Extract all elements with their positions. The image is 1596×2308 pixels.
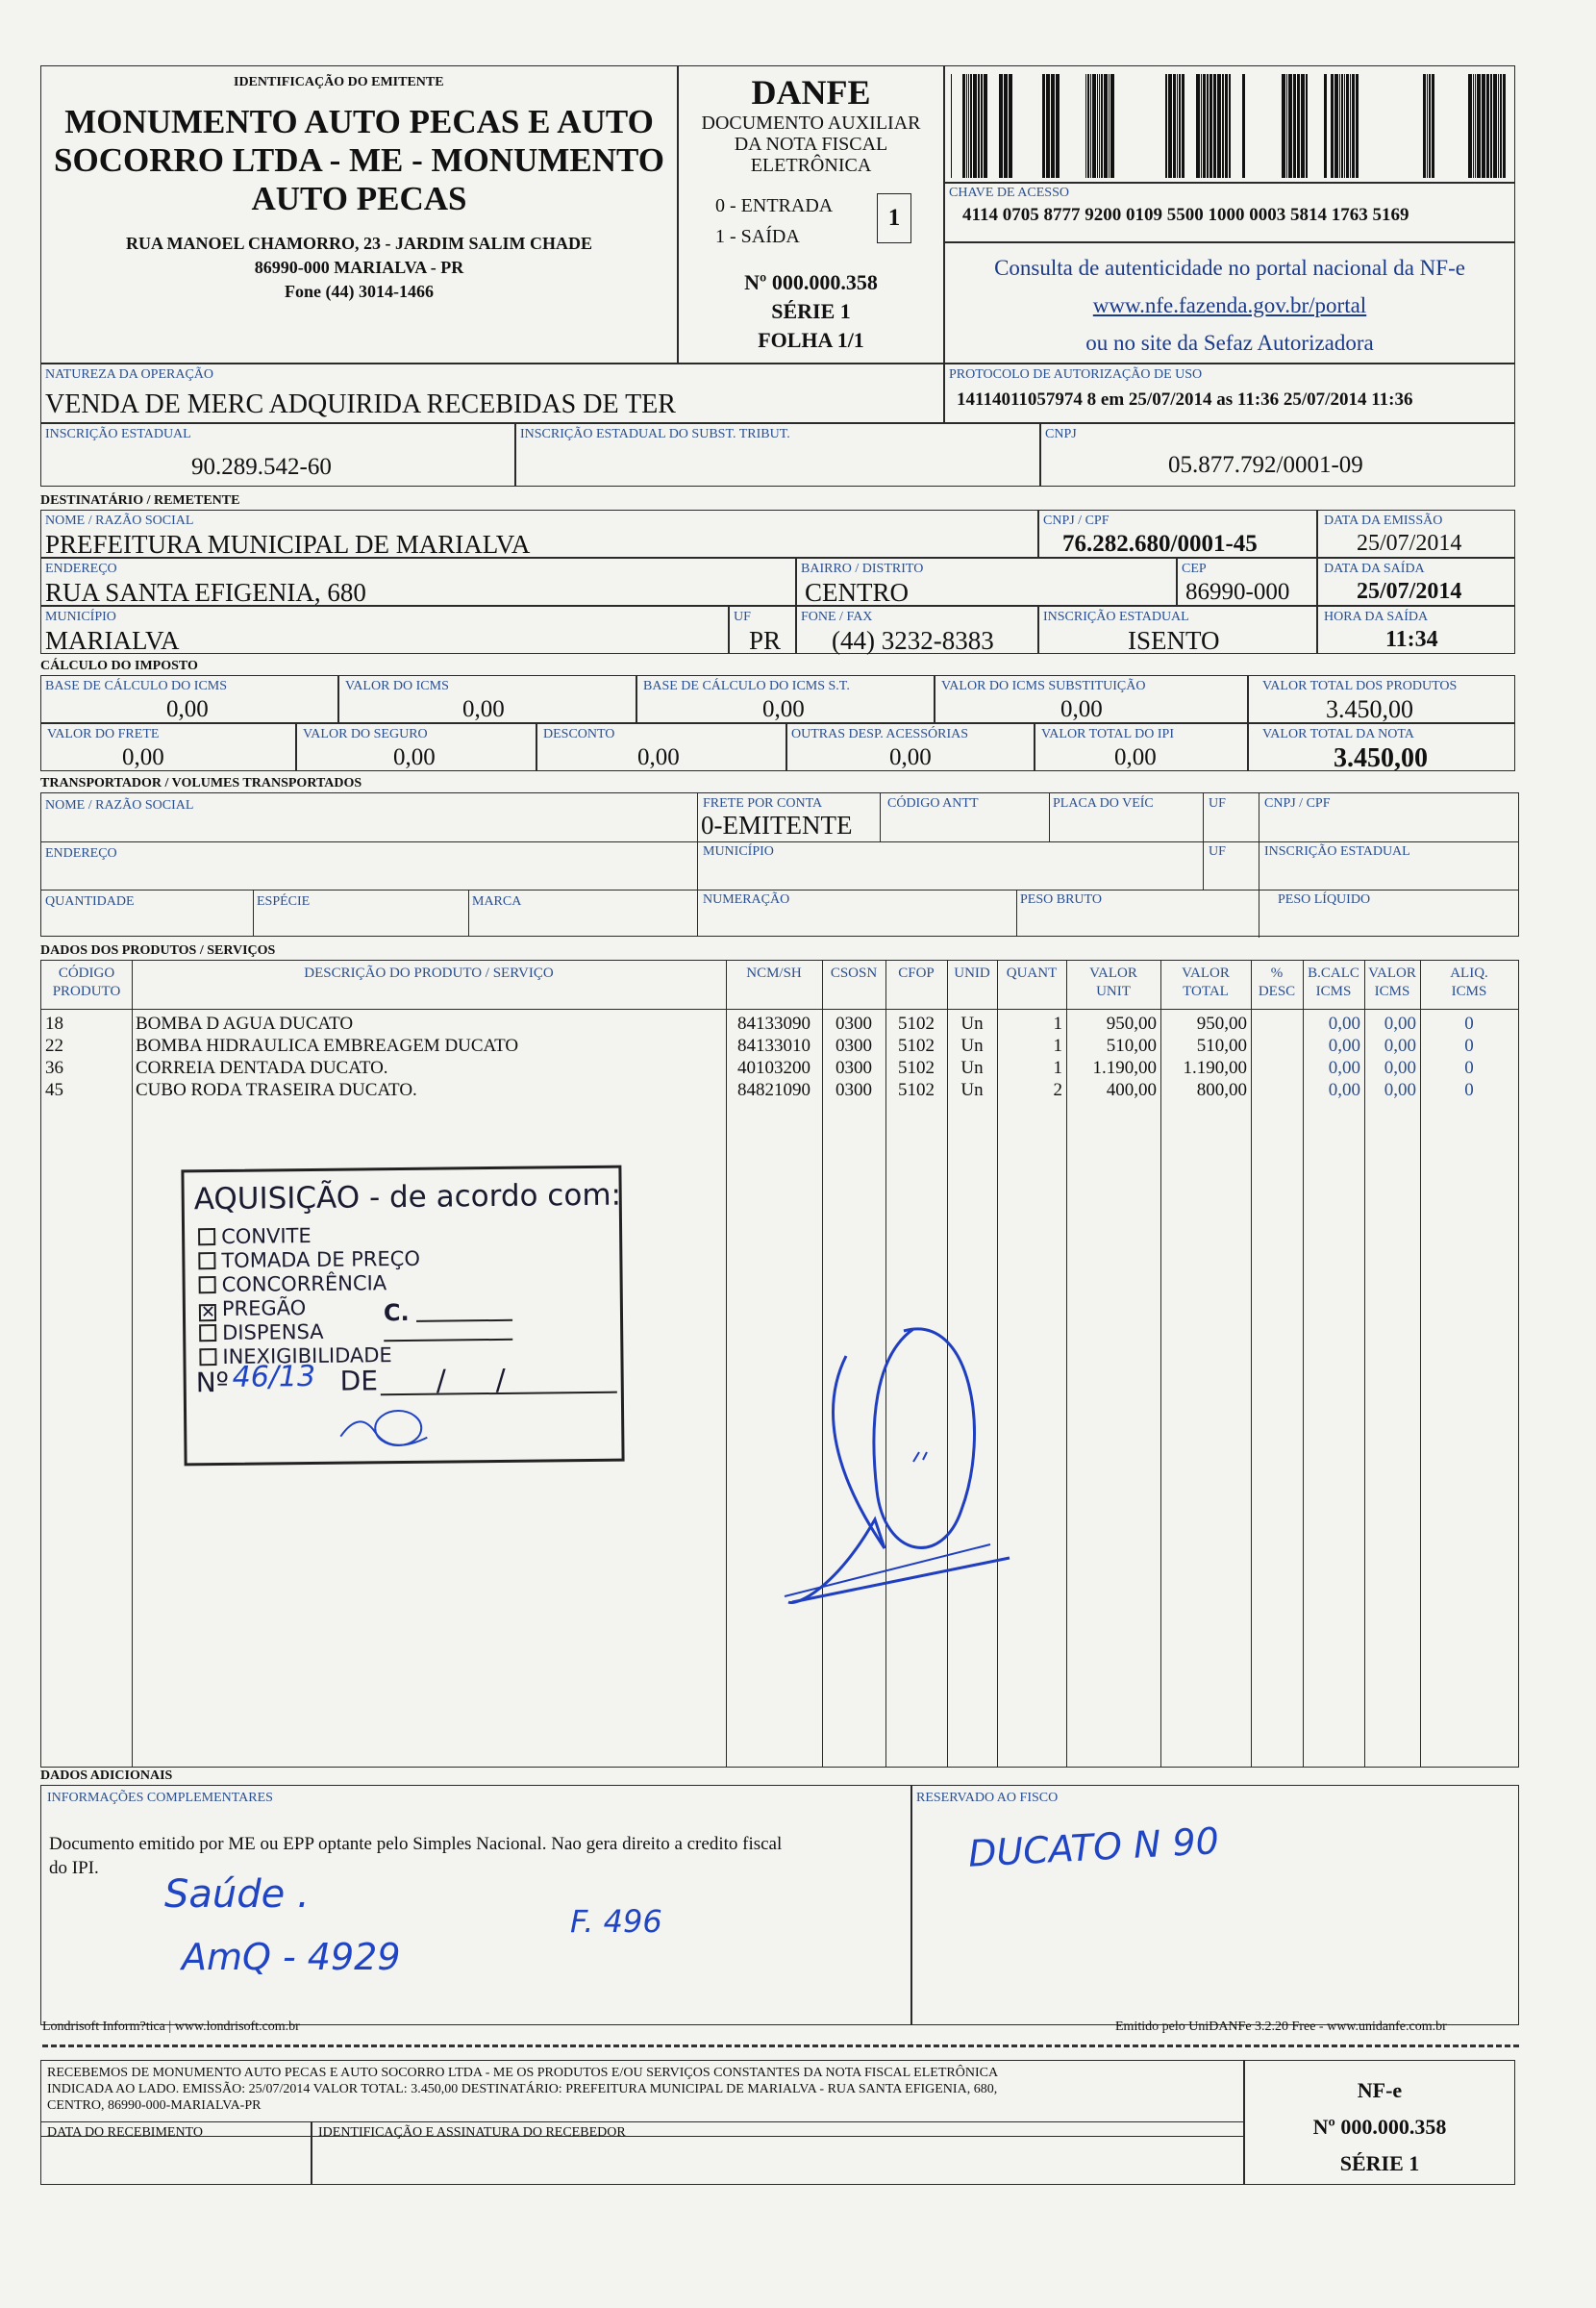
produtos-cell: 1 <box>1053 1058 1062 1078</box>
seguro-label: VALOR DO SEGURO <box>303 727 428 741</box>
entrada-label: 0 - ENTRADA <box>715 195 834 216</box>
stamp-option-label: CONCORRÊNCIA <box>221 1271 387 1296</box>
produtos-cell: 0300 <box>835 1058 872 1078</box>
danfe-subtitle-3: ELETRÔNICA <box>750 155 872 176</box>
dest-ie-value: ISENTO <box>1128 626 1220 655</box>
cnpj-emitente-box <box>1040 423 1515 487</box>
dest-endereco-box <box>40 558 796 606</box>
dest-ie-label: INSCRIÇÃO ESTADUAL <box>1043 610 1189 624</box>
total-nota-value: 3.450,00 <box>1334 743 1428 773</box>
canhoto-nfe: NF-e <box>1357 2078 1403 2102</box>
dest-saida-value: 25/07/2014 <box>1357 579 1462 604</box>
cnpj-emitente-label: CNPJ <box>1045 427 1077 441</box>
produtos-cell: 510,00 <box>1106 1036 1157 1056</box>
dest-bairro-value: CENTRO <box>805 578 909 607</box>
produtos-cell: Un <box>960 1014 984 1034</box>
stamp-checkbox-icon <box>199 1324 216 1342</box>
stamp-option <box>198 1225 312 1247</box>
produtos-col-header-text: UNID <box>954 966 990 981</box>
transp-cnpj-label: CNPJ / CPF <box>1264 796 1331 811</box>
barcode-box <box>944 65 1515 183</box>
total-produtos-label: VALOR TOTAL DOS PRODUTOS <box>1262 679 1458 693</box>
produtos-col-header-4 <box>885 965 947 983</box>
stamp-option-label: INEXIGIBILIDADE <box>222 1343 392 1368</box>
valor-icms-value: 0,00 <box>462 696 505 722</box>
saida-label: 1 - SAÍDA <box>715 226 800 247</box>
produtos-cell: BOMBA D AGUA DUCATO <box>136 1014 354 1034</box>
dest-bairro-box <box>796 558 1177 606</box>
transp-peso-bruto-label: PESO BRUTO <box>1020 892 1102 907</box>
hand-saude: Saúde . <box>164 1872 310 1917</box>
protocolo-value: 14114011057974 8 em 25/07/2014 as 11:36 25/07/2014 11:36 <box>957 389 1413 410</box>
dest-emissao-box <box>1317 510 1515 558</box>
ie-st-label: INSCRIÇÃO ESTADUAL DO SUBST. TRIBUT. <box>520 427 790 441</box>
stamp-option <box>199 1321 324 1343</box>
valor-icms-box <box>338 675 636 723</box>
produtos-col-header-text: QUANT <box>1006 966 1058 981</box>
produtos-cell: 5102 <box>898 1014 935 1034</box>
canhoto-nfe-box <box>1244 2060 1515 2185</box>
stamp-de-label: DE <box>339 1365 379 1397</box>
total-nota-label: VALOR TOTAL DA NOTA <box>1262 727 1414 741</box>
transp-qtd-label: QUANTIDADE <box>45 894 135 909</box>
outras-label: OUTRAS DESP. ACESSÓRIAS <box>791 727 968 741</box>
produtos-col-header-8 <box>1160 965 1251 1001</box>
footer-left: Londrisoft Inform?tica | www.londrisoft.com.br <box>42 2020 300 2034</box>
produtos-col-header-text: ICMS <box>1451 984 1487 999</box>
produtos-cell: 1.190,00 <box>1092 1058 1157 1078</box>
produtos-cell: 0,00 <box>1328 1014 1360 1034</box>
dest-uf-box <box>729 606 796 654</box>
protocolo-label: PROTOCOLO DE AUTORIZAÇÃO DE USO <box>949 367 1203 382</box>
danfe-number <box>679 268 943 355</box>
produtos-col-header-text: ALIQ. <box>1450 966 1488 981</box>
dest-nome-label: NOME / RAZÃO SOCIAL <box>45 514 194 528</box>
stamp-checkbox-icon <box>198 1228 215 1245</box>
dest-endereco-value: RUA SANTA EFIGENIA, 680 <box>45 578 366 607</box>
desconto-box <box>536 723 786 771</box>
produtos-cell: 0,00 <box>1384 1080 1416 1100</box>
dest-municipio-value: MARIALVA <box>45 626 180 655</box>
frete-label: VALOR DO FRETE <box>47 727 160 741</box>
produtos-cell: 1 <box>1053 1014 1062 1034</box>
dest-uf-value: PR <box>749 626 782 655</box>
dest-nome-value: PREFEITURA MUNICIPAL DE MARIALVA <box>45 530 531 559</box>
fisco-box <box>911 1785 1519 2025</box>
stamp-option-label: CONVITE <box>221 1223 312 1248</box>
produtos-col-header-text: VALOR <box>1089 966 1137 981</box>
ipi-value: 0,00 <box>1114 744 1157 770</box>
frete-box <box>40 723 296 771</box>
cut-line <box>42 2045 1519 2047</box>
transp-especie-label: ESPÉCIE <box>257 894 311 909</box>
barcode-image <box>949 74 1510 178</box>
dest-nome-box <box>40 510 1038 558</box>
produtos-cell: 0 <box>1464 1080 1474 1100</box>
produtos-col-header-7 <box>1066 965 1160 1001</box>
produtos-col-header-text: TOTAL <box>1183 984 1229 999</box>
cnpj-emitente-value: 05.877.792/0001-09 <box>1168 452 1363 478</box>
base-st-label: BASE DE CÁLCULO DO ICMS S.T. <box>643 679 850 693</box>
produtos-cell: Un <box>960 1080 984 1100</box>
produtos-col-header-text: ICMS <box>1315 984 1352 999</box>
chave-box <box>944 183 1515 242</box>
transp-peso-liq-label: PESO LÍQUIDO <box>1278 892 1371 907</box>
dest-cnpj-box <box>1038 510 1317 558</box>
destinatario-section: DESTINATÁRIO / REMETENTE <box>40 493 240 508</box>
chave-label: CHAVE DE ACESSO <box>949 186 1069 200</box>
produtos-col-header-0 <box>41 965 132 1001</box>
stamp-option-label: DISPENSA <box>222 1319 324 1344</box>
stamp-option <box>198 1248 420 1271</box>
produtos-cell: Un <box>960 1036 984 1056</box>
produtos-cell: 950,00 <box>1106 1014 1157 1034</box>
ie-box <box>40 423 515 487</box>
hand-amq: AmQ - 4929 <box>182 1936 401 1978</box>
folha-nf: FOLHA 1/1 <box>758 328 864 352</box>
emitente-name-line-2: SOCORRO LTDA - ME - MONUMENTO <box>54 141 664 179</box>
numero-nf: Nº 000.000.358 <box>744 270 878 294</box>
info-complementares-box <box>40 1785 911 2025</box>
footer-right: Emitido pelo UniDANFe 3.2.20 Free - www.unidanfe.com.br <box>1115 2020 1447 2034</box>
transp-num-label: NUMERAÇÃO <box>703 892 790 907</box>
canhoto-data-label: DATA DO RECEBIMENTO <box>47 2125 203 2140</box>
stamp-option-label: PREGÃO <box>221 1296 307 1320</box>
total-produtos-box <box>1248 675 1515 723</box>
adicionais-section: DADOS ADICIONAIS <box>40 1769 173 1783</box>
transp-uf-label: UF <box>1209 796 1226 811</box>
stamp-title: AQUISIÇÃO - de acordo com: <box>193 1177 622 1217</box>
produtos-cell: 510,00 <box>1196 1036 1247 1056</box>
protocolo-box <box>944 364 1515 423</box>
emitente-name <box>41 103 677 218</box>
hand-fisco: DUCATO N 90 <box>967 1819 1220 1875</box>
dest-endereco-label: ENDEREÇO <box>45 562 117 576</box>
produtos-cell: 0 <box>1464 1058 1474 1078</box>
dest-fone-box <box>796 606 1038 654</box>
produtos-cell: 40103200 <box>737 1058 810 1078</box>
stamp-numero-value: 46/13 <box>232 1359 316 1394</box>
produtos-cell: 5102 <box>898 1036 935 1056</box>
dest-cep-value: 86990-000 <box>1185 579 1290 605</box>
produtos-cell: 2 <box>1053 1080 1062 1100</box>
produtos-cell: 84133010 <box>737 1036 810 1056</box>
produtos-cell: 0,00 <box>1328 1036 1360 1056</box>
outras-value: 0,00 <box>889 744 932 770</box>
dest-ie-box <box>1038 606 1317 654</box>
canhoto-line-2: INDICADA AO LADO. EMISSÃO: 25/07/2014 VALOR TOTAL: 3.450,00 DESTINATÁRIO: PREFEITURA MUNICIPAL DE MARIALVA - RUA SANTA EFIGENIA, 680, <box>47 2082 998 2096</box>
stamp-option <box>199 1297 307 1321</box>
danfe-subtitle <box>679 113 943 176</box>
hand-f496: F. 496 <box>570 1903 662 1940</box>
canhoto-data-box <box>40 2121 312 2185</box>
base-st-value: 0,00 <box>762 696 805 722</box>
produtos-col-header-text: UNIT <box>1096 984 1131 999</box>
seguro-value: 0,00 <box>393 744 436 770</box>
produtos-cell: CORREIA DENTADA DUCATO. <box>136 1058 388 1078</box>
produtos-cell: 0,00 <box>1384 1036 1416 1056</box>
canhoto-ident-box <box>312 2121 1244 2185</box>
danfe-box <box>678 65 944 364</box>
stamp-checkbox-icon <box>198 1252 215 1269</box>
produtos-col-header-10 <box>1303 965 1364 1001</box>
stamp-checkbox-icon <box>199 1348 216 1366</box>
valor-st-box <box>935 675 1248 723</box>
produtos-col-header-2 <box>726 965 822 983</box>
produtos-cell: 0 <box>1464 1036 1474 1056</box>
emitente-label: IDENTIFICAÇÃO DO EMITENTE <box>234 75 444 89</box>
transp-frete-label: FRETE POR CONTA <box>703 796 823 811</box>
produtos-cell: 400,00 <box>1106 1080 1157 1100</box>
ipi-label: VALOR TOTAL DO IPI <box>1041 727 1174 741</box>
dest-uf-label: UF <box>734 610 751 624</box>
base-icms-label: BASE DE CÁLCULO DO ICMS <box>45 679 228 693</box>
info-line-2: do IPI. <box>49 1858 99 1878</box>
produtos-cell: 84133090 <box>737 1014 810 1034</box>
produtos-col-header-9 <box>1251 965 1303 1001</box>
ie-label: INSCRIÇÃO ESTADUAL <box>45 427 191 441</box>
stamp-checkbox-icon <box>199 1276 216 1293</box>
produtos-cell: 1 <box>1053 1036 1062 1056</box>
produtos-cell: 0300 <box>835 1014 872 1034</box>
produtos-col-header-text: DESCRIÇÃO DO PRODUTO / SERVIÇO <box>304 966 554 981</box>
stamp-checkbox-icon: ✕ <box>200 1302 216 1323</box>
produtos-col-header-text: VALOR <box>1368 966 1416 981</box>
canhoto-line-1: RECEBEMOS DE MONUMENTO AUTO PECAS E AUTO SOCORRO LTDA - ME OS PRODUTOS E/OU SERVIÇOS CONSTANTES DA NOTA FISCAL ELETRÔNICA <box>47 2066 999 2080</box>
produtos-col-header-11 <box>1364 965 1420 1001</box>
produtos-cell: 5102 <box>898 1080 935 1100</box>
danfe-title: DANFE <box>751 73 871 112</box>
consulta-line-3: ou no site da Sefaz Autorizadora <box>1085 331 1374 355</box>
emitente-name-line-1: MONUMENTO AUTO PECAS E AUTO <box>64 103 654 140</box>
emitente-phone: Fone (44) 3014-1466 <box>285 282 434 301</box>
transp-placa-label: PLACA DO VEÍC <box>1053 796 1154 811</box>
ie-value: 90.289.542-60 <box>191 454 332 480</box>
consulta-portal-link[interactable]: www.nfe.fazenda.gov.br/portal <box>1092 293 1367 317</box>
total-produtos-value: 3.450,00 <box>1326 695 1413 723</box>
serie-nf: SÉRIE 1 <box>771 299 851 323</box>
produtos-col-header-5 <box>947 965 997 983</box>
natureza-box <box>40 364 944 423</box>
base-st-box <box>636 675 935 723</box>
produtos-cell: 0 <box>1464 1014 1474 1034</box>
transp-frete-value: 0-EMITENTE <box>701 811 853 840</box>
produtos-cell: 0,00 <box>1384 1014 1416 1034</box>
natureza-value: VENDA DE MERC ADQUIRIDA RECEBIDAS DE TER <box>45 389 676 419</box>
dest-municipio-box <box>40 606 729 654</box>
valor-st-label: VALOR DO ICMS SUBSTITUIÇÃO <box>941 679 1146 693</box>
emitente-name-line-3: AUTO PECAS <box>251 180 467 217</box>
transp-mun-label: MUNICÍPIO <box>703 844 774 859</box>
valor-icms-label: VALOR DO ICMS <box>345 679 449 693</box>
dest-municipio-label: MUNICÍPIO <box>45 610 116 624</box>
produtos-cell: 0300 <box>835 1036 872 1056</box>
produtos-cell: 0,00 <box>1384 1058 1416 1078</box>
imposto-section: CÁLCULO DO IMPOSTO <box>40 659 198 673</box>
produtos-cell: 45 <box>45 1080 63 1100</box>
info-label: INFORMAÇÕES COMPLEMENTARES <box>47 1791 273 1805</box>
produtos-cell: 1.190,00 <box>1183 1058 1247 1078</box>
desconto-value: 0,00 <box>637 744 680 770</box>
emitente-address <box>41 232 677 304</box>
ie-st-box <box>515 423 1040 487</box>
valor-st-value: 0,00 <box>1060 696 1103 722</box>
desconto-label: DESCONTO <box>543 727 615 741</box>
produtos-col-header-text: ICMS <box>1374 984 1410 999</box>
total-nota-box <box>1248 723 1515 771</box>
produtos-cell: CUBO RODA TRASEIRA DUCATO. <box>136 1080 417 1100</box>
stamp-rubric-icon <box>331 1399 447 1458</box>
dest-fone-label: FONE / FAX <box>801 610 873 624</box>
produtos-section: DADOS DOS PRODUTOS / SERVIÇOS <box>40 943 276 958</box>
canhoto-text <box>47 2065 998 2114</box>
tipo-box: 1 <box>877 193 911 243</box>
produtos-cell: 18 <box>45 1014 63 1034</box>
dest-hora-box <box>1317 606 1515 654</box>
canhoto-serie: SÉRIE 1 <box>1339 2151 1420 2175</box>
info-line-1: Documento emitido por ME ou EPP optante pelo Simples Nacional. Nao gera direito a credito fiscal <box>49 1834 783 1854</box>
ipi-box <box>1035 723 1248 771</box>
outras-box <box>786 723 1035 771</box>
transp-marca-label: MARCA <box>472 894 522 909</box>
produtos-col-header-text: VALOR <box>1182 966 1230 981</box>
produtos-col-header-text: NCM/SH <box>746 966 802 981</box>
aquisicao-stamp: AQUISIÇÃO - de acordo com: CONVITE TOMADA DE PREÇO CONCORRÊNCIA ✕ PREGÃO DISPENSA INEXIGIBILIDADE C. Nº 46/13 DE / / <box>181 1166 624 1467</box>
natureza-label: NATUREZA DA OPERAÇÃO <box>45 367 214 382</box>
produtos-col-header-text: % DESC <box>1258 966 1296 999</box>
canhoto-nfe-block <box>1245 2072 1514 2182</box>
dest-emissao-label: DATA DA EMISSÃO <box>1324 514 1443 528</box>
produtos-col-header-text: CSOSN <box>830 966 878 981</box>
produtos-cell: 950,00 <box>1196 1014 1247 1034</box>
chave-value: 4114 0705 8777 9200 0109 5500 1000 0003 5814 1763 5169 <box>962 205 1409 225</box>
produtos-col-header-1 <box>132 965 726 983</box>
transp-uf2-label: UF <box>1209 844 1226 859</box>
produtos-col-header-12 <box>1420 965 1518 1001</box>
produtos-cell: 22 <box>45 1036 63 1056</box>
consulta-line-1: Consulta de autenticidade no portal nacional da NF-e <box>994 256 1465 280</box>
dest-saida-box <box>1317 558 1515 606</box>
produtos-cell: BOMBA HIDRAULICA EMBREAGEM DUCATO <box>136 1036 519 1056</box>
produtos-cell: 36 <box>45 1058 63 1078</box>
stamp-option-label: TOMADA DE PREÇO <box>221 1246 421 1272</box>
canhoto-line-3: CENTRO, 86990-000-MARIALVA-PR <box>47 2098 262 2113</box>
produtos-cell: 5102 <box>898 1058 935 1078</box>
stamp-c-label: C. <box>383 1298 410 1327</box>
produtos-col-header-6 <box>997 965 1066 983</box>
fisco-label: RESERVADO AO FISCO <box>916 1791 1059 1805</box>
stamp-option <box>199 1272 387 1295</box>
produtos-col-header-text: PRODUTO <box>52 984 121 999</box>
seguro-box <box>296 723 536 771</box>
produtos-cell: 0,00 <box>1328 1080 1360 1100</box>
signature-mark <box>769 1317 1096 1606</box>
transp-ie-label: INSCRIÇÃO ESTADUAL <box>1264 844 1410 859</box>
dest-cep-label: CEP <box>1182 562 1207 576</box>
dest-bairro-label: BAIRRO / DISTRITO <box>801 562 924 576</box>
produtos-cell: 0300 <box>835 1080 872 1100</box>
dest-saida-label: DATA DA SAÍDA <box>1324 562 1425 576</box>
transp-nome-label: NOME / RAZÃO SOCIAL <box>45 798 194 813</box>
produtos-col-header-text: B.CALC <box>1308 966 1359 981</box>
info-text <box>49 1832 782 1880</box>
danfe-subtitle-2: DA NOTA FISCAL <box>734 134 888 155</box>
consulta-box <box>944 242 1515 364</box>
dest-cnpj-label: CNPJ / CPF <box>1043 514 1110 528</box>
danfe-subtitle-1: DOCUMENTO AUXILIAR <box>701 113 921 134</box>
produtos-cell: 0,00 <box>1328 1058 1360 1078</box>
stamp-numero-label: Nº <box>195 1366 230 1399</box>
emitente-box <box>40 65 678 364</box>
produtos-col-header-text: CÓDIGO <box>58 966 115 981</box>
produtos-cell: 800,00 <box>1196 1080 1247 1100</box>
produtos-cell: Un <box>960 1058 984 1078</box>
transp-box <box>40 792 1519 937</box>
dest-emissao-value: 25/07/2014 <box>1357 531 1462 556</box>
dest-hora-value: 11:34 <box>1385 627 1438 652</box>
produtos-cell: 84821090 <box>737 1080 810 1100</box>
emitente-street: RUA MANOEL CHAMORRO, 23 - JARDIM SALIM CHADE <box>126 234 592 253</box>
emitente-city: 86990-000 MARIALVA - PR <box>254 258 464 277</box>
transportador-section: TRANSPORTADOR / VOLUMES TRANSPORTADOS <box>40 776 362 790</box>
transp-end-label: ENDEREÇO <box>45 846 117 861</box>
frete-value: 0,00 <box>122 744 164 770</box>
canhoto-numero: Nº 000.000.358 <box>1312 2115 1447 2139</box>
base-icms-value: 0,00 <box>166 696 209 722</box>
dest-fone-value: (44) 3232-8383 <box>832 626 994 655</box>
dest-cep-box <box>1177 558 1317 606</box>
dest-cnpj-value: 76.282.680/0001-45 <box>1062 531 1258 557</box>
produtos-col-header-text: CFOP <box>898 966 935 981</box>
transp-antt-label: CÓDIGO ANTT <box>887 796 979 811</box>
consulta-text <box>945 249 1514 362</box>
base-icms-box <box>40 675 338 723</box>
dest-hora-label: HORA DA SAÍDA <box>1324 610 1429 624</box>
canhoto-ident-label: IDENTIFICAÇÃO E ASSINATURA DO RECEBEDOR <box>318 2125 626 2140</box>
produtos-col-header-3 <box>822 965 885 983</box>
